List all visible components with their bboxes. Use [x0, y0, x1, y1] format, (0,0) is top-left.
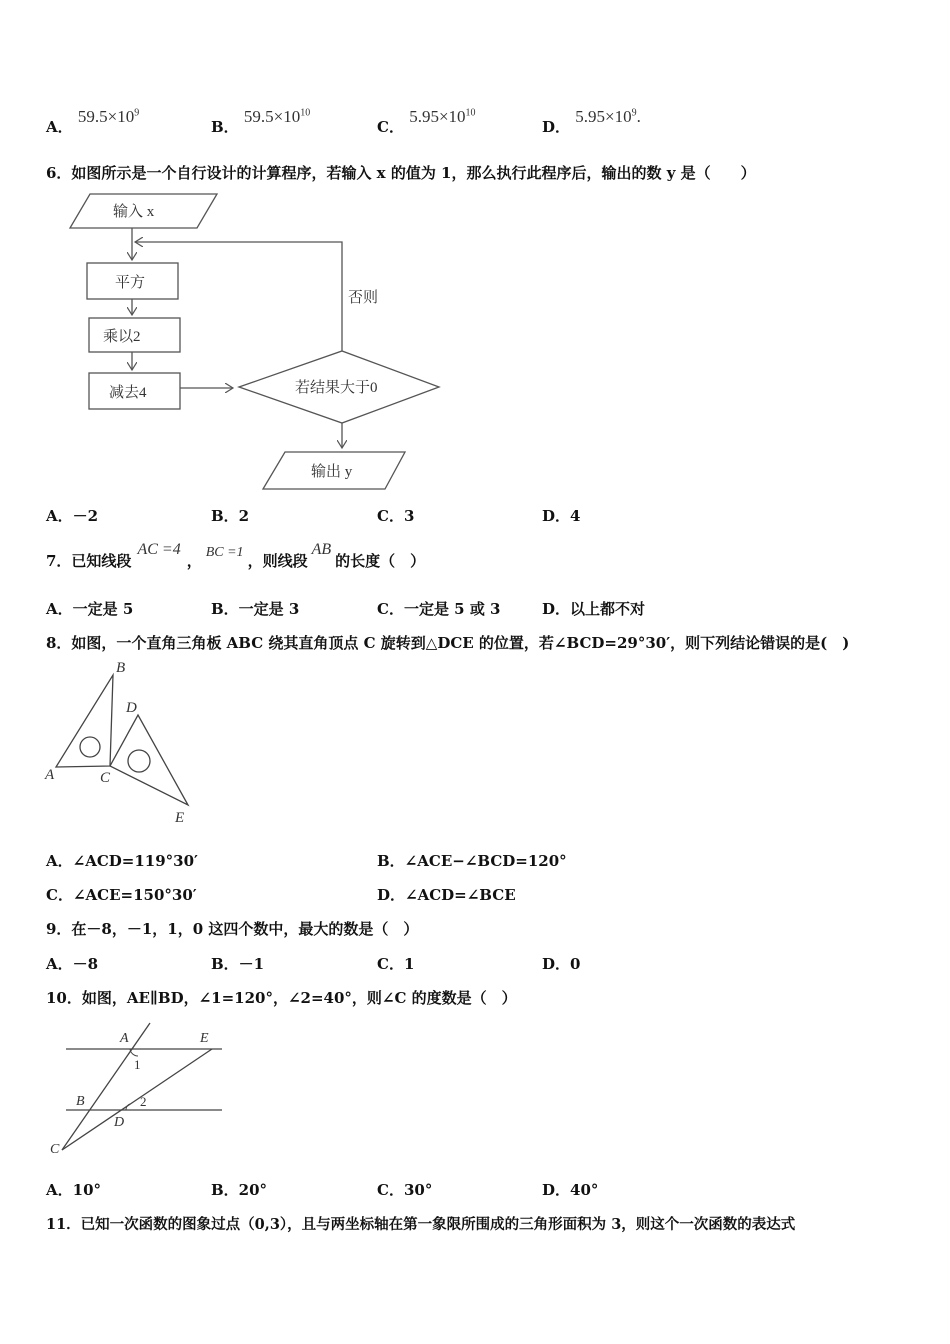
- q10-option-c: C．30°: [377, 1181, 433, 1199]
- q7-ac: AC =4: [137, 541, 181, 558]
- label-d: D: [114, 1115, 125, 1130]
- condition-label: 若结果大于0: [295, 380, 378, 396]
- label-b: B: [116, 660, 126, 676]
- q8-option-b: B．∠ACE−∠BCD=120°: [377, 852, 567, 870]
- q9-option-c: C．1: [377, 955, 415, 973]
- q11-stem: 11．已知一次函数的图象过点（0,3），且与两坐标轴在第一象限所围成的三角形面积为 3，则这个一次函数的表达式: [46, 1216, 796, 1233]
- q5-option-c: C． $5.95\times 10^{10}$: [377, 107, 476, 136]
- triangle-dce-hole: [128, 750, 150, 772]
- q10-option-d: D．40°: [542, 1181, 599, 1199]
- q7-option-b: B．一定是 3: [211, 600, 300, 618]
- q5-option-d-value: $5.95\times 10^9$.: [575, 107, 641, 126]
- q7-option-c: C．一定是 5 或 3: [377, 600, 501, 618]
- q6-flowchart: [55, 188, 455, 498]
- q5-option-b-value: $59.5\times 10^{10}$: [243, 107, 311, 126]
- q5-option-b: B． $59.5\times 10^{10}$: [211, 107, 311, 136]
- input-label: 输入 x: [113, 204, 155, 220]
- label-b: B: [76, 1094, 85, 1109]
- no-label: 否则: [348, 290, 379, 306]
- multiply-label: 乘以2: [103, 329, 141, 345]
- q6-option-a: A．－2: [46, 507, 99, 525]
- label-c: C: [100, 770, 111, 786]
- q8-option-a: A．∠ACD=119°30′: [46, 852, 198, 870]
- q10-option-b: B．20°: [211, 1181, 268, 1199]
- q9-stem: 9．在－8，－1，1，0 这四个数中，最大的数是（ ）: [46, 920, 419, 938]
- label-a: A: [120, 1031, 129, 1046]
- triangle-abc-hole: [80, 737, 100, 757]
- q8-option-d: D．∠ACD=∠BCE: [377, 886, 516, 904]
- label-angle-1: 1: [134, 1057, 141, 1072]
- q6-option-d: D．4: [542, 507, 581, 525]
- q5-option-a-value: $59.5\times 10^9$: [77, 107, 140, 126]
- label-e: E: [200, 1031, 209, 1046]
- label-e: E: [175, 810, 185, 826]
- q9-option-a: A．－8: [46, 955, 99, 973]
- label-d: D: [126, 700, 137, 716]
- line-ca: [62, 1023, 150, 1150]
- q10-stem: 10．如图，AE∥BD，∠1=120°，∠2=40°，则∠C 的度数是（ ）: [46, 989, 517, 1007]
- triangle-abc: [56, 675, 113, 767]
- q5-option-c-value: $5.95\times 10^{10}$: [409, 107, 476, 126]
- label-c: C: [50, 1142, 60, 1157]
- q5-option-a: A． $59.5\times 10^9$: [46, 107, 140, 136]
- q5-option-d: D． $5.95\times 10^9$.: [542, 107, 641, 136]
- q6-option-b: B．2: [211, 507, 250, 525]
- triangle-dce: [110, 715, 188, 805]
- q8-option-c: C．∠ACE=150°30′: [46, 886, 197, 904]
- q9-option-d: D．0: [542, 955, 581, 973]
- q10-option-a: A．10°: [46, 1181, 102, 1199]
- output-label: 输出 y: [311, 464, 353, 480]
- square-label: 平方: [115, 275, 146, 291]
- q6-stem: 6．如图所示是一个自行设计的计算程序，若输入 x 的值为 1，那么执行此程序后，输出的数 y 是（ ）: [46, 164, 756, 182]
- q7-option-d: D．以上都不对: [542, 600, 646, 618]
- subtract-label: 减去4: [109, 385, 147, 401]
- q7-bc: BC =1: [205, 545, 244, 560]
- q10-figure: [40, 1018, 240, 1163]
- q8-figure: [40, 655, 210, 830]
- q7-stem: 7．已知线段AC =4， BC =1 ，则线段AB的长度（ ）: [46, 541, 426, 570]
- q7-ab: AB: [311, 541, 332, 558]
- q7-option-a: A．一定是 5: [46, 600, 134, 618]
- q8-stem: 8．如图，一个直角三角板 ABC 绕其直角顶点 C 旋转到△DCE 的位置，若∠BCD=29°30′，则下列结论错误的是( ): [46, 634, 850, 652]
- label-angle-2: 2: [140, 1094, 147, 1109]
- q6-option-c: C．3: [377, 507, 415, 525]
- q9-option-b: B．－1: [211, 955, 265, 973]
- label-a: A: [45, 767, 55, 783]
